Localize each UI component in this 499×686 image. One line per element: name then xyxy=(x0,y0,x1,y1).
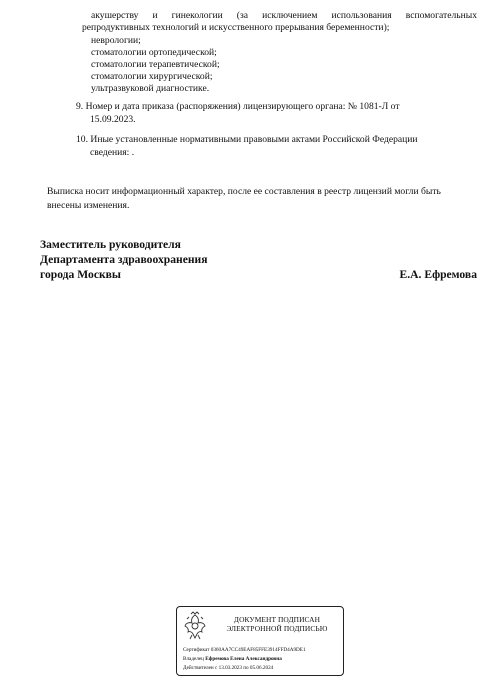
certificate-value: 0360AA7CC49EAF85FFE3914FFD4A9DE1 xyxy=(210,647,306,653)
section-10-line-1: 10. Иные установленные нормативными правовыми актами Российской Федерации xyxy=(76,134,418,145)
valid-label: Действителен с xyxy=(183,665,218,671)
electronic-signature-stamp xyxy=(176,606,344,676)
coat-of-arms-icon xyxy=(182,611,208,641)
signatory-title-1: Заместитель руководителя xyxy=(40,238,181,251)
section-9-line-2: 15.09.2023. xyxy=(90,114,136,125)
section-10-line-2: сведения: . xyxy=(90,147,135,158)
signatory-name: Е.А. Ефремова xyxy=(399,268,477,281)
note-line-2: внесены изменения. xyxy=(47,200,130,211)
activity-item: стоматологии ортопедической; xyxy=(91,47,217,58)
stamp-heading-2: ЭЛЕКТРОННОЙ ПОДПИСЬЮ xyxy=(226,624,328,633)
valid-to: 05.06.2024 xyxy=(249,665,274,671)
stamp-certificate xyxy=(183,647,306,653)
stamp-owner xyxy=(183,656,282,662)
activity-item: стоматологии терапевтической; xyxy=(91,59,220,70)
activity-item: ультразвуковой диагностике. xyxy=(91,83,210,94)
certificate-label: Сертификат xyxy=(183,647,210,653)
activity-line-2: репродуктивных технологий и искусственного прерывания беременности); xyxy=(82,22,390,33)
activity-item: стоматологии хирургической; xyxy=(91,71,213,82)
section-9-line-1: 9. Номер и дата приказа (распоряжения) лицензирующего органа: № 1081-Л от xyxy=(76,101,400,112)
signatory-title-3: города Москвы xyxy=(40,268,121,281)
valid-from: 13.03.2023 xyxy=(218,665,242,671)
owner-value: Ефремова Елена Александровна xyxy=(205,656,282,662)
owner-label: Владелец xyxy=(183,656,204,662)
activity-line-1: акушерству и гинекологии (за исключением использования вспомогательных xyxy=(91,10,477,21)
valid-to-label: по xyxy=(243,665,249,671)
stamp-validity xyxy=(183,665,273,671)
signatory-title-2: Департамента здравоохранения xyxy=(40,253,208,266)
stamp-heading-1: ДОКУМЕНТ ПОДПИСАН xyxy=(233,615,321,624)
activity-item: неврологии; xyxy=(91,35,141,46)
note-line-1: Выписка носит информационный характер, после ее составления в реестр лицензий могли быть xyxy=(47,186,441,197)
